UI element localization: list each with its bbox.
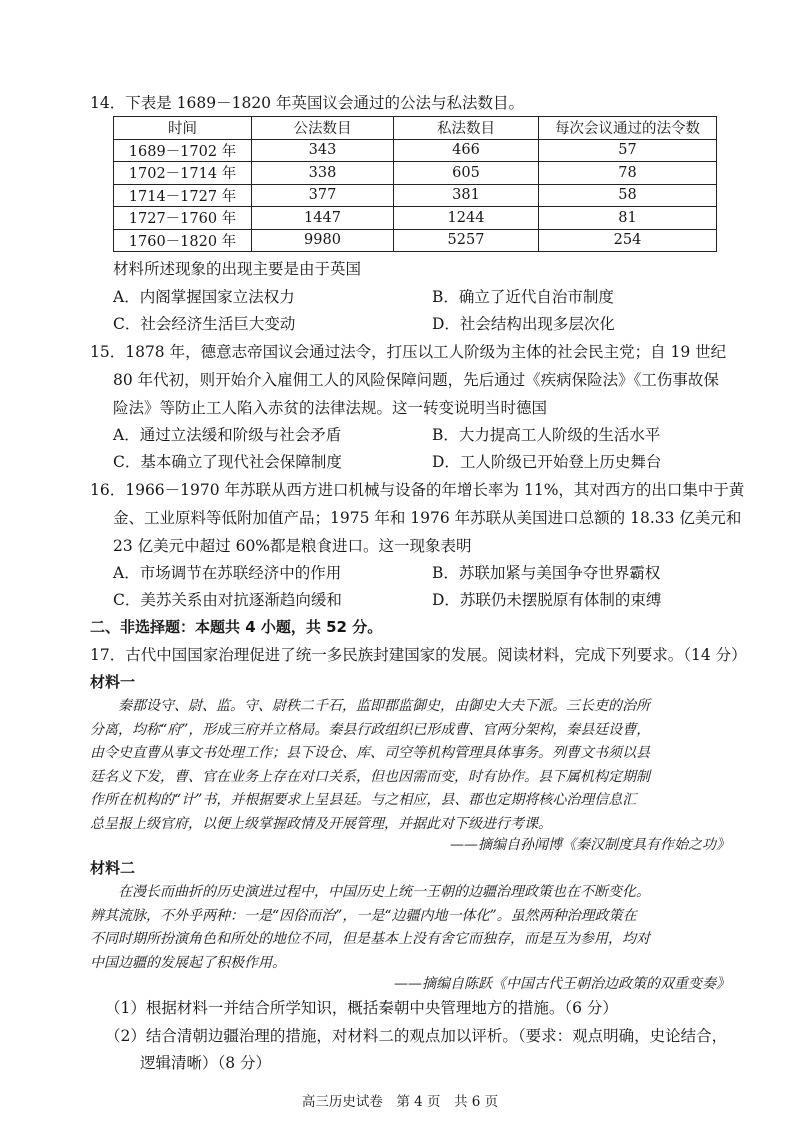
cell-private: 605 [394,162,539,185]
law-count-table [113,116,717,252]
q15-option-c[interactable]: C．基本确立了现代社会保障制度 [113,453,342,471]
q14-option-d[interactable]: D．社会结构出现多层次化 [432,315,615,333]
cell-period: 1727－1760 年 [114,207,252,230]
page-footer: 高三历史试卷 第 4 页 共 6 页 [301,1094,499,1110]
col-header-private-law: 私法数目 [394,117,539,140]
material-1-line: 廷名义下发，曹、官在业务上存在对口关系，但也因需而变，时有协作。县下属机构定期制 [90,768,650,785]
material-1-text [90,695,730,836]
material-1-source: ——摘编自孙闻博《秦汉制度具有作始之功》 [450,837,730,853]
table-header-row [114,117,717,140]
q17-sub-2-line-2: 逻辑清晰）（8 分） [140,1054,272,1072]
material-2-line: 在漫长而曲折的历史演进过程中，中国历史上统一王朝的边疆治理政策也在不断变化。 [90,884,650,900]
q15-line-3: 险法》等防止工人陷入赤贫的法律法规。这一转变说明当时德国 [113,399,548,417]
q16-option-c[interactable]: C．美苏关系由对抗逐渐趋向缓和 [113,591,342,609]
cell-public: 338 [252,162,394,185]
table-row [114,207,717,230]
cell-acts: 57 [539,139,717,162]
q17-sub-1: （1）根据材料一并结合所学知识，概括秦朝中央管理地方的措施。（6 分） [105,999,618,1017]
q15-line-1: 15．1878 年，德意志帝国议会通过法令，打压以工人阶级为主体的社会民主党；自 19 世纪 [90,343,727,361]
cell-acts: 81 [539,207,717,230]
cell-acts: 78 [539,162,717,185]
material-2-title: 材料二 [90,859,136,877]
section-2-title: 二、非选择题：本题共 4 小题，共 52 分。 [90,618,383,636]
material-2-line: 中国边疆的发展起了积极作用。 [90,954,286,971]
q15-option-a[interactable]: A．通过立法缓和阶级与社会矛盾 [113,426,342,444]
cell-period: 1702－1714 年 [114,162,252,185]
material-2-line: 辨其流脉，不外乎两种：一是“因俗而治”，一是“边疆内地一体化”。虽然两种治理政策在 [90,907,637,924]
cell-private: 1244 [394,207,539,230]
material-2-text [90,881,730,975]
cell-public: 377 [252,184,394,207]
col-header-period: 时间 [114,117,252,140]
material-1-line: 作所在机构的“计”书，并根据要求上呈县廷。与之相应，县、郡也定期将核心治理信息汇 [90,792,637,808]
cell-period: 1760－1820 年 [114,229,252,252]
material-1-line: 秦郡设守、尉、监。守、尉秩二千石，监即郡监御史，由御史大夫下派。三长吏的治所 [90,698,650,714]
table-row [114,184,717,207]
q16-option-a[interactable]: A．市场调节在苏联经济中的作用 [113,564,342,582]
q14-option-c[interactable]: C．社会经济生活巨大变动 [113,315,296,333]
cell-period: 1714－1727 年 [114,184,252,207]
q14-question: 材料所述现象的出现主要是由于英国 [113,260,362,278]
cell-private: 381 [394,184,539,207]
material-2-source: ——摘编自陈跃《中国古代王朝治边政策的双重变奏》 [394,976,730,992]
q17-sub-2-line-1: （2）结合清朝边疆治理的措施，对材料二的观点加以评析。（要求：观点明确，史论结合， [105,1027,728,1045]
material-1-line: 由令史直曹从事文书处理工作；县下设仓、库、司空等机构管理具体事务。列曹文书须以县 [90,745,650,761]
q16-option-d[interactable]: D．苏联仍未摆脱原有体制的束缚 [432,591,662,609]
table-row [114,229,717,252]
q16-line-3: 23 亿美元中超过 60%都是粮食进口。这一现象表明 [113,537,472,555]
cell-public: 9980 [252,229,394,252]
cell-public: 343 [252,139,394,162]
q15-option-d[interactable]: D．工人阶级已开始登上历史舞台 [432,453,662,471]
q14-option-b[interactable]: B．确立了近代自治市制度 [432,288,614,306]
material-1-title: 材料一 [90,673,136,691]
material-2-line: 不同时期所扮演角色和所处的地位不同，但是基本上没有舍它而独存，而是互为参用，均对 [90,931,650,947]
q16-line-1: 16．1966－1970 年苏联从西方进口机械与设备的年增长率为 11%，其对西方的出口集中于黄 [90,481,745,499]
material-1-line: 分离，均称“府”，形成三府并立格局。秦县行政组织已形成曹、官两分架构，秦县廷设曹， [90,721,651,738]
col-header-public-law: 公法数目 [252,117,394,140]
cell-private: 5257 [394,229,539,252]
q17-stem: 17．古代中国国家治理促进了统一多民族封建国家的发展。阅读材料，完成下列要求。（14 分） [90,646,747,664]
q15-line-2: 80 年代初，则开始介入雇佣工人的风险保障问题，先后通过《疾病保险法》《工伤事故保 [113,371,719,389]
cell-acts: 58 [539,184,717,207]
cell-private: 466 [394,139,539,162]
q16-option-b[interactable]: B．苏联加紧与美国争夺世界霸权 [432,564,661,582]
q14-stem: 14．下表是 1689－1820 年英国议会通过的公法与私法数目。 [90,94,524,112]
q14-option-a[interactable]: A．内阁掌握国家立法权力 [113,288,295,306]
q16-line-2: 金、工业原料等低附加值产品；1975 年和 1976 年苏联从美国进口总额的 18.33 亿美元和 [113,509,742,527]
cell-period: 1689－1702 年 [114,139,252,162]
cell-acts: 254 [539,229,717,252]
q15-option-b[interactable]: B．大力提高工人阶级的生活水平 [432,426,661,444]
table-row [114,162,717,185]
table-row [114,139,717,162]
col-header-acts-per-session: 每次会议通过的法令数 [539,117,717,140]
cell-public: 1447 [252,207,394,230]
material-1-line: 总呈报上级官府，以便上级掌握政情及开展管理，并据此对下级进行考课。 [90,815,552,832]
